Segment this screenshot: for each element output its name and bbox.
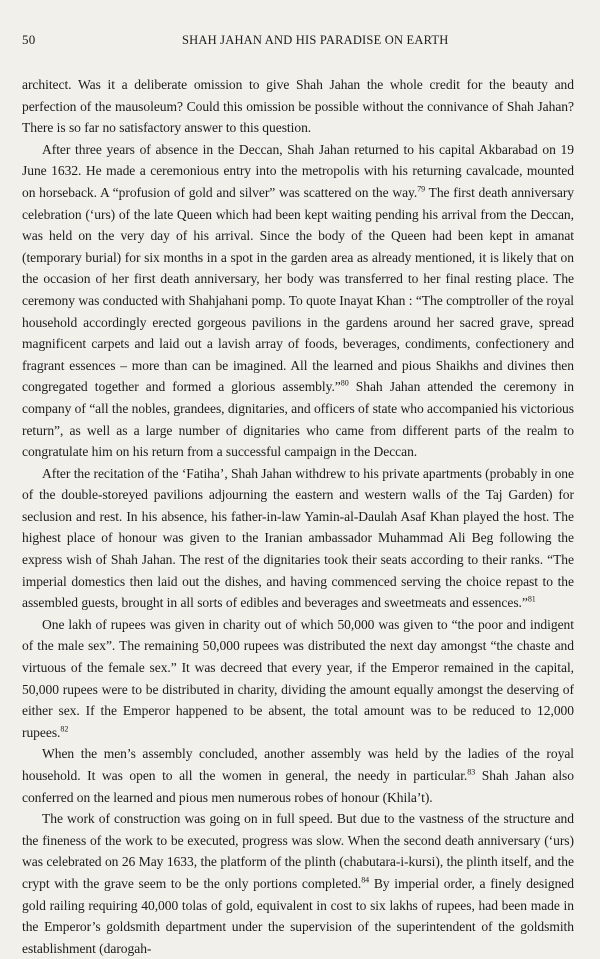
paragraph [22,743,574,808]
page-number: 50 [22,32,36,47]
paragraph-text: architect. Was it a deliberate omission to give Shah Jahan the whole credit for the beauty and perfection of the mausoleum? Could this omission be possible without the connivance of Shah Jahan? There is so far no satisfactory answer to this question. [22,77,574,136]
paragraph-text: One lakh of rupees was given in charity out of which 50,000 was given to “the poor and indigent of the male sex”. The remaining 50,000 rupees was distributed the next day amongst “the chaste and virtuous of the female sex.” It was decreed that every year, if the Emperor remained in the capital, 50,000 rupees were to be distributed in charity, dividing the amount equally amongst the deserving of either sex. If the Emperor happened to be absent, the total amount was to be reduced to 12,000 rupees. [22,616,574,740]
running-title: SHAH JAHAN AND HIS PARADISE ON EARTH [182,33,449,47]
paragraph [22,463,574,614]
footnote-marker: 84 [361,875,370,885]
footnote-marker: 80 [340,378,349,388]
body-text [22,74,574,959]
paragraph [22,808,574,959]
footnote-marker: 79 [417,184,426,194]
paragraph [22,614,574,744]
paragraph-text: By imperial order, a finely designed gold railing requiring 40,000 tolas of gold, equivalent in cost to six lakhs of rupees, had been made in the Emperor’s goldsmith department under the supervision of the superintendent of the goldsmith establishment (darogah- [22,875,574,956]
footnote-marker: 83 [467,767,476,777]
paragraph-text: The first death anniversary celebration (‘urs) of the late Queen which had been kept waiting pending his arrival from the Deccan, was held on the very day of his arrival. Since the body of the Queen had been kept in amanat (temporary burial) for six months in a spot in the garden area as already mentioned, it is likely that on the occasion of her first death anniversary, her body was transferred to her final resting place. The ceremony was conducted with Shahjahani pomp. To quote Inayat Khan : “The comptroller of the royal household accordingly erected gorgeous pavilions in the gardens around her sacred grave, spread magnificent carpets and laid out a lavish array of foods, beverages, condiments, confectionery and fragrant essences – more than can be imagined. All the learned and pious Shaikhs and divines then congregated together and formed a glorious assembly.” [22,184,574,395]
paragraph-text: Shah Jahan attended the ceremony in company of “all the nobles, grandees, dignitaries, and officers of state who accompanied his victorious return”, as well as a large number of dignitaries who came from different parts of the realm to congratulate him on his return from a successful campaign in the Deccan. [22,379,574,460]
paragraph-text: Shah Jahan also conferred on the learned and pious men numerous robes of honour (Khila’t). [22,768,574,805]
paragraph [22,74,574,139]
footnote-marker: 82 [60,724,69,734]
paragraph-text: When the men’s assembly concluded, another assembly was held by the ladies of the royal household. It was open to all the women in general, the needy in particular. [22,746,574,783]
paragraph [22,139,574,463]
paragraph-text: After the recitation of the ‘Fatiha’, Shah Jahan withdrew to his private apartments (probably in one of the double-storeyed pavilions adjourning the eastern and western walls of the Taj Garden) for seclusion and rest. In his absence, his father-in-law Yamin-al-Daulah Asaf Khan played the host. The highest place of honour was given to the Iranian ambassador Muhammad Ali Beg following the express wish of Shah Jahan. The rest of the dignitaries took their seats according to their ranks. “The imperial domestics then laid out the dishes, and having commenced serving the choice repast to the assembled guests, brought in all sorts of edibles and beverages and sweetmeats and essences.” [22,465,574,611]
page-header [22,32,574,54]
paragraph-text: The work of construction was going on in full speed. But due to the vastness of the structure and the fineness of the work to be executed, progress was slow. When the second death anniversary (‘urs) was celebrated on 26 May 1633, the platform of the plinth (chabutara-i-kursi), the plinth itself, and the crypt with the grave seem to be the only portions completed. [22,811,574,891]
footnote-marker: 81 [527,594,536,604]
paragraph-text: After three years of absence in the Deccan, Shah Jahan returned to his capital Akbarabad on 19 June 1632. He made a ceremonious entry into the metropolis with his returning cavalcade, mounted on horseback. A “profusion of gold and silver” was scattered on the way. [22,141,574,200]
